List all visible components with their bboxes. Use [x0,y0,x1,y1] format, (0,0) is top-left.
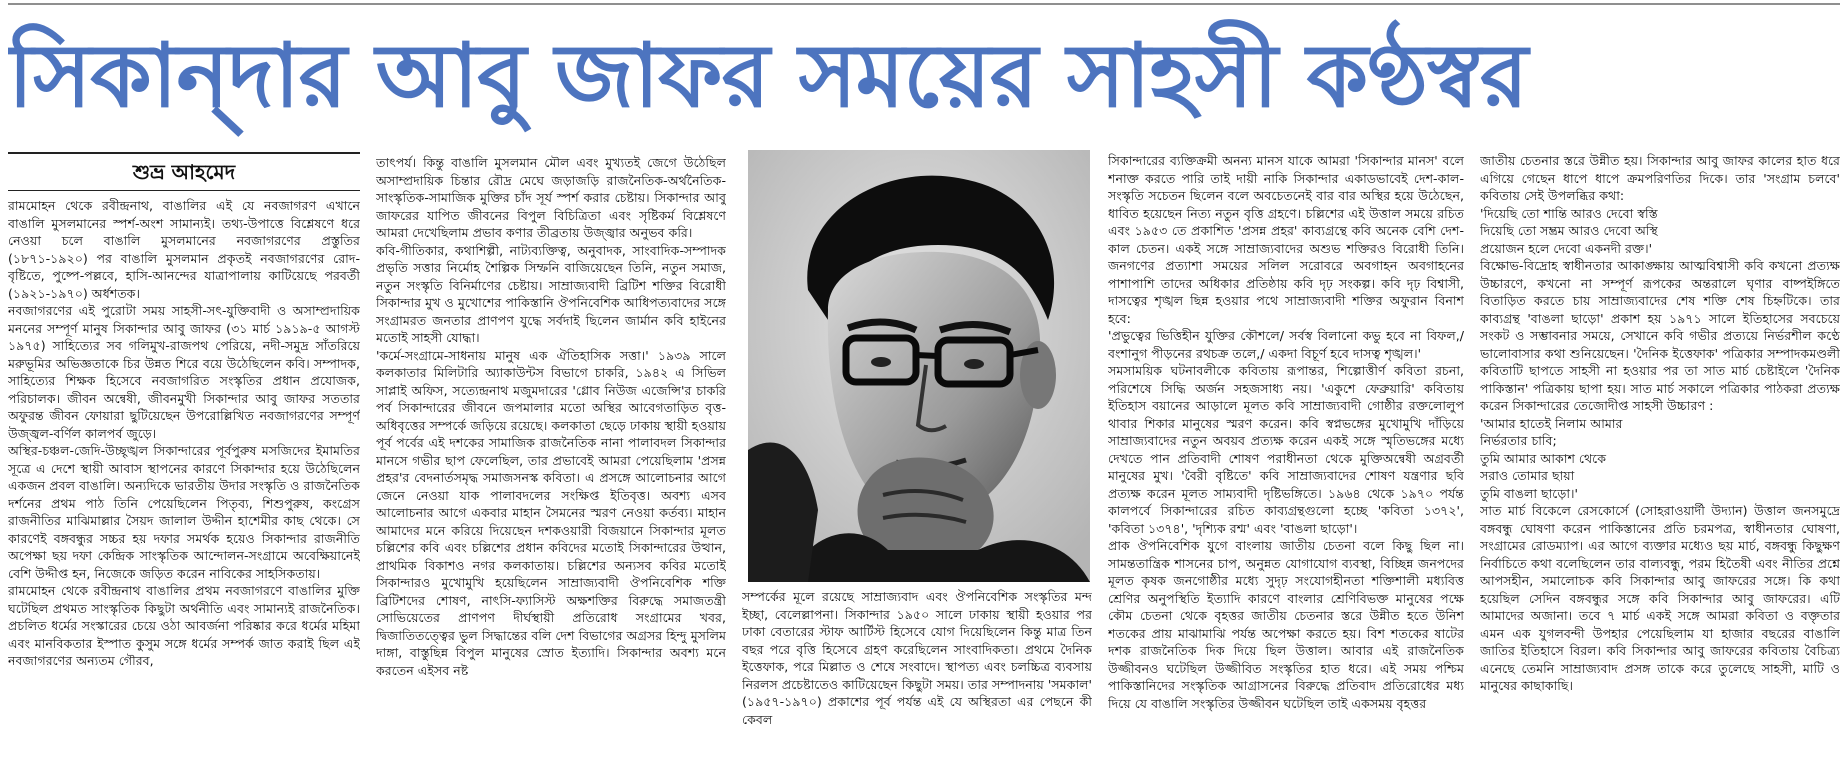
column-3 [742,588,1092,754]
column-5 [1480,152,1840,752]
paragraph: রামমোহন থেকে রবীন্দ্রনাথ বাঙালির প্রথম নবজাগরণে বাঙালির মুক্তি ঘটেছিল প্রথমত সাংস্কৃতিক কিছুটা অর্থনীতি এবং সামান্যই রাজনৈতিক। প্রচলিত ধর্মের সংস্কারের চেয়ে ওঠা আবর্জনা পরিষ্কার করে ধর্মের মহিমা এবং মানবিকতার ইস্পাত কুসুম সঙ্গে ধর্মের সম্পর্ক জাত করাই ছিল এই নবজাগরণের অন্যতম গৌরব, [8,583,360,668]
quote: 'প্রভুত্বের ভিত্তিহীন যুক্তির কৌশলে/ সর্বস্ব বিলানো কভু হবে না বিফল,/ বংশানুগ পীড়নের রথচক্র তলে,/ একদা বিচূর্ণ হবে দাসত্ব শৃঙ্খল।' [1108,328,1464,361]
paragraph: অস্থির-চঞ্চল-জেদি-উচ্ছৃঙ্খল সিকান্দারের পূর্বপুরুষ মসজিদের ইমামতির সূত্রে এ দেশে স্থায়ী আবাস স্থাপনের কারণে সিকান্দার হয়ে উঠেছিলেন একজন প্রবল বাঙালি। অন্যদিকে ভারতীয় উদার সংস্কৃতি ও রাজনৈতিক দর্শনের প্রথম পাঠ তিনি পেয়েছিলেন পিতৃব্য, শিশুপুরুষ, কংগ্রেস রাজনীতির মাঝিমাল্লার সৈয়দ জালাল উদ্দীন হাশেমীর কাছ থেকে। সে কারণেই বঙ্গবন্ধুর সচ্চর হয় দফার সমর্থক হয়েও সিকান্দার রাজনীতি অপেক্ষা ছয় দফা কেন্দ্রিক সাংস্কৃতিক আন্দোলন-সংগ্রামে অবেক্ষিয়ানেই বেশি উদ্দীপ্ত হন, নিজেকে জড়িত করেন নাবিকের সাহসিকতায়। [8,443,360,581]
column-2 [376,154,726,754]
portrait-illustration [748,150,1090,582]
poem-line: নির্ভরতার চাবি; [1480,433,1557,448]
poem-1 [1480,205,1840,258]
poem-line: 'আমার হাতেই নিলাম আমার [1480,415,1623,431]
paragraph: সিকান্দারের ব্যক্তিক্রমী অনন্য মানস যাকে আমরা 'সিকান্দার মানস' বলে শনাক্ত করতে পারি তাই দায়ী নাকি সিকান্দার একাডভাবেই দেশ-কাল-সংস্কৃতি সচেতন ছিলেন বলে অবচেতনেই বার বার অস্থির হয়ে উঠেছেন, ধাবিত হয়েছেন নিত্য নতুন বৃত্তি গ্রহণে। চল্লিশের এই উত্তাল সময়ে রচিত এবং ১৯৫৩ তে প্রকাশিত 'প্রসন্ন প্রহর' কাব্যগ্রন্থে কবি অনেক বেশি দেশ-কাল চেতন। একই সঙ্গে সাম্রাজ্যবাদের অশুভ শক্তিরও বিরোধী তিনি। জনগণের প্রত্যাশা সময়ের সলিল সরোবরে অবগাহন অবগাহনের পাশাপাশি তাদের অধিকার প্রতিষ্ঠায় কবি দৃঢ় সংকল্প। কবি দৃঢ় বিশ্বাসী, দাসত্বের শৃঙ্খল ছিন্ন হওয়ার পথে সাম্রাজ্যবাদী শক্তির অফুরান বিনাশ হবে: [1108,153,1464,326]
paragraph: সমসাময়িক ঘটনাবলীকে কবিতায় রূপান্তর, শিল্পোত্তীর্ণ কবিতা রচনা, পরিশেষে সিদ্ধি অর্জন সহজসাধ্য নয়। 'একুশে ফেব্রুয়ারি' কবিতায় ইতিহাস বয়ানের আড়ালে মূলত কবি সাম্রাজ্যবাদী গোষ্ঠীর রক্তলোলুপ থাবার শিকার মানুষের স্মরণ করেন। কবি স্বপ্নভঙ্গের মুখোমুখি দাঁড়িয়ে সাম্রাজ্যবাদের নতুন অবয়ব প্রত্যক্ষ করেন একই সঙ্গে স্মৃতিভঙ্গের মধ্যে দেখতে পান প্রতিবাদী শোষণ পরাধীনতা থেকে মুক্তিঅন্বেষী অগ্রবর্তী মানুষের মুখ। 'বৈরী বৃষ্টিতে' কবি সাম্রাজ্যবাদের শোষণ যন্ত্রণার ছবি প্রত্যক্ষ করেন মূলত সাম্যবাদী দৃষ্টিভঙ্গিতে। ১৯৬৪ থেকে ১৯৭০ পর্যন্ত কালপর্বে সিকান্দারের রচিত কাব্যগ্রন্থগুলো হচ্ছে 'কবিতা ১৩৭২', 'কবিতা ১৩৭৪', 'দৃশ্যিক রশ্ম' এবং 'বাঙলা ছাড়ো'। [1108,363,1464,536]
portrait-photo [748,150,1090,582]
poem-line: প্রয়োজন হলে দেবো একনদী রক্ত।' [1480,240,1653,256]
poem-line: তুমি বাঙলা ছাড়ো।' [1480,485,1578,501]
poem-line: 'দিয়েছি তো শান্তি আরও দেবো স্বস্তি [1480,205,1658,221]
paragraph: জাতীয় চেতনার স্তরে উন্নীত হয়। সিকান্দার আবু জাফর কালের হাত ধরে এগিয়ে গেছেন ধাপে ধাপে ক্রমপরিণতির দিকে। তার 'সংগ্রাম চলবে' কবিতায় সেই উপলব্ধির কথা: [1480,153,1840,203]
paragraph: প্রাক ঔপনিবেশিক যুগে বাংলায় জাতীয় চেতনা বলে কিছু ছিল না। সামন্ততান্ত্রিক শাসনের চাপ, অনুন্নত যোগাযোগ ব্যবস্থা, বিচ্ছিন্ন জনপদের মূলত কৃষক জনগোষ্ঠীর মধ্যে সুদৃঢ় সংযোগহীনতা শক্তিশালী মধ্যবিত্ত শ্রেণির অনুপস্থিতি ইত্যাদি কারণে বাংলার শ্রেণিবিভক্ত মানুষের পক্ষে কৌম চেতনা থেকে বৃহত্তর জাতীয় চেতনার স্তরে উন্নীত হতে উনিশ শতকের প্রায় মাঝামাঝি পর্যন্ত অপেক্ষা করতে হয়। বিশ শতকের ষাটের দশক রাজনৈতিক দিক দিয়ে ছিল উত্তাল। আবার এই রাজনৈতিক উজ্জীবনও ঘটেছিল উজ্জীবিত সংস্কৃতির হাত ধরে। এই সময় পশ্চিম পাকিস্তানিদের সংস্কৃতিক আগ্রাসনের বিরুদ্ধে প্রতিবাদ প্রতিরোধের মধ্য দিয়ে যে বাঙালি সংস্কৃতির উজ্জীবন ঘটেছিল তাই একসময় বৃহত্তর [1108,538,1464,711]
paragraph: রামমোহন থেকে রবীন্দ্রনাথ, বাঙালির এই যে নবজাগরণ এখানে বাঙালি মুসলমানের স্পর্শ-অংশ সামান্যই। তথ্য-উপাত্তে বিশ্লেষণে ধরে নেওয়া চলে বাঙালি মুসলমানের নবজাগরণের প্রস্তুতির (১৮৭১-১৯২০) পর বাঙালি মুসলমান প্রকৃতই নবজাগরণের রোদ-বৃষ্টিতে, পুষ্পে-পল্লবে, হাসি-আনন্দের যাত্রাপালায় কাটিয়েছে পরবর্তী (১৯২১-১৯৭০) অর্ধশতক। [8,198,360,301]
poem-line: তুমি আমার আকাশ থেকে [1480,450,1607,466]
paragraph: 'কর্মে-সংগ্রামে-সাধনায় মানুষ এক ঐতিহাসিক সত্তা।' ১৯৩৯ সালে কলকাতার মিলিটারি অ্যাকাউন্টস বিভাগে চাকরি, ১৯৪২ এ সিভিল সাপ্লাই অফিস, সত্যেন্দ্রনাথ মজুমদারের 'গ্লোব নিউজ এজেন্সি'র চাকরি পর্ব সিকান্দারের জীবনে জপমালার মতো অস্থির আবেগতাড়িত বৃত্ত-অধিবৃত্তের সম্পর্কে জড়িয়ে রয়েছে। কলকাতা ছেড়ে ঢাকায় স্থায়ী হওয়ায় পূর্ব পর্বের এই দশকের সামাজিক রাজনৈতিক নানা পালাবদল সিকান্দার মানসে গভীর ছাপ ফেলেছিল, তার প্রভাবেই আমরা পেয়েছিলাম 'প্রসন্ন প্রহর'র বেদনার্তসমৃদ্ধ সমাজসনস্ক কবিতা। এ প্রসঙ্গে আলোচনার আগে জেনে নেওয়া যাক পালাবদলের সংক্ষিপ্ত ইতিবৃত্ত। অবশ্য এসব আলোচনার আগে একবার মাহান সৈমনের স্মরণ নেওয়া কর্তব্য। মাহান আমাদের মনে করিয়ে দিয়েছেন দশকওয়ারী বিজয়ানে সিকান্দার মূলত চল্লিশের কবি এবং চল্লিশের প্রধান কবিদের মতোই সিকান্দারের উত্থান, প্রাথমিক বিকাশও নগর কলকাতায়। চল্লিশের অন্যসব কবির মতোই সিকান্দারও মুখোমুখি হয়েছিলেন সাম্রাজ্যবাদী ঔপনিবেশিক শক্তি ব্রিটিশদের শোষণ, নাৎসি-ফ্যাসিস্ট অক্ষশক্তির বিরুদ্ধে সমাজতন্ত্রী সোভিয়েতের প্রাণপণ দীর্ঘস্থায়ী প্রতিরোধ সংগ্রামের খবর, দ্বিজাতিতত্ত্বের ভুল সিদ্ধান্তের বলি দেশ বিভাগের অগ্রসর হিন্দু মুসলিম দাঙ্গা, বাস্তুছিন্ন বিপুল মানুষের স্রোত ইত্যাদি। সিকান্দার অবশ্য মনে করতেন এইসব নষ্ট [376,347,726,678]
paragraph: সম্পর্কের মূলে রয়েছে সাম্রাজ্যবাদ এবং ঔপনিবেশিক সংস্কৃতির মন্দ ইচ্ছা, বেলেল্লাপনা। সিকান্দার ১৯৫০ সালে ঢাকায় স্থায়ী হওয়ার পর ঢাকা বেতারের স্টাফ আর্টিস্ট হিসেবে যোগ দিয়েছিলেন কিন্তু মাত্র তিন বছর পরে বৃত্তি হিসেবে গ্রহণ করেছিলেন সাংবাদিকতা। প্রথমে দৈনিক ইত্তেফাক, পরে মিল্লাত ও শেষে সংবাদে। স্থাপত্য এবং চলচ্চিত্র ব্যবসায় নিরলস প্রচেষ্টাতেও কাটিয়েছেন কিছুটা সময়। তার সম্পাদনায় 'সমকাল' (১৯৫৭-১৯৭০) প্রকাশের পূর্ব পর্যন্ত এই যে অস্থিরতা এর পেছনে কী কেবল [742,589,1092,727]
byline-rule [8,152,360,154]
column-1 [8,152,360,752]
headline: সিকান্‌দার আবু জাফর সময়ের সাহসী কণ্ঠস্বর [8,24,1528,127]
top-rule [8,3,1840,5]
column-4 [1108,152,1464,752]
paragraph: কবি-গীতিকার, কথাশিল্পী, নাট্যব্যক্তিত্ব, অনুবাদক, সাংবাদিক-সম্পাদক প্রভৃতি সত্তার নির্মোহ শৈল্পিক সিম্ফনি বাজিয়েছেন তিনি, নতুন সমাজ, নতুন সংস্কৃতি বিনির্মাণের চেষ্টায়। সাম্রাজ্যবাদী ব্রিটিশ শক্তির বিরোধী সিকান্দার মুখ ও মুখোশের পাকিস্তানি ঔপনিবেশিক আধিপত্যবাদের সঙ্গে সংগ্রামরত জনতার প্রাণপণ যুদ্ধে সর্বদাই ছিলেন জার্মান কবি হাইনের মতোই সাহসী যোদ্ধা। [376,242,726,345]
poem-2 [1480,415,1840,503]
paragraph: তাৎপর্য। কিন্তু বাঙালি মুসলমান মৌল এবং মুখ্যতই জেগে উঠেছিল অসাম্প্রদায়িক চিন্তার রৌদ্র মেঘে জড়াজড়ি রাজনৈতিক-অর্থনৈতিক-সাংস্কৃতিক-সামাজিক মুক্তির চাঁদ সূর্য স্পর্শ করার চেষ্টায়। সিকান্দার আবু জাফরের যাপিত জীবনের বিপুল বিচিত্রিতা এবং সৃষ্টিকর্ম বিশ্লেষণে আমরা দেখেছিলাম প্রভাব কণার তীব্রতায় উজ্জ্বার অনুভব করি। [376,155,726,240]
paragraph: বিক্ষোভ-বিদ্রোহ স্বাধীনতার আকাঙ্ক্ষায় আত্মবিশ্বাসী কবি কখনো প্রত্যক্ষ উচ্চারণে, কখনো না সম্পূর্ণ রূপকের অন্তরালে ঘৃণার বাষ্পইঙ্গিতে বিতাড়িত করতে চায় সাম্রাজ্যবাদের শেষ শক্তি শেষ চিহ্নটিকে। তার কাব্যগ্রন্থ 'বাঙলা ছাড়ো' প্রকাশ হয় ১৯৭১ সালে ইতিহাসের সবচেয়ে সংকট ও সম্ভাবনার সময়ে, সেখানে কবি গভীর প্রত্যয়ে নির্ভরশীল কণ্ঠে ভালোবাসার কথা শুনিয়েছেন। 'দৈনিক ইত্তেফাক' পত্রিকার সম্পাদকমণ্ডলী কবিতাটি ছাপতে সাহসী না হওয়ার পর তা সাত মার্চ চেষ্টাইলে 'দৈনিক পাকিস্তান' পত্রিকায় ছাপা হয়। সাত মার্চ সকালে পত্রিকার পাঠকরা প্রত্যক্ষ করেন সিকান্দারের তেজোদীপ্ত সাহসী উচ্চারণ : [1480,258,1840,413]
paragraph: নবজাগরণের এই পুরোটা সময় সাহসী-সৎ-যুক্তিবাদী ও অসাম্প্রদায়িক মননের সম্পূর্ণ মানুষ সিকান্দার আবু জাফর (৩১ মার্চ ১৯১৯-৫ আগস্ট ১৯৭৫) সাহিত্যের সব গলিমুখ-রাজপথ পেরিয়ে, নদী-সমুদ্র সাঁতরিয়ে মরুভূমির অভিজ্ঞতাকে চির উন্নত শিরে বয়ে উঠেছিলেন কবি। সম্পাদক, সাহিত্যের শিক্ষক হিসেবে নবজাগরিত সংস্কৃতির প্রধান প্রযোজক, পরিচালক। জীবন অন্বেষী, জীবনমুখী সিকান্দার আবু জাফর সততার অফুরন্ত জীবন ফোয়ারা ছুটিয়েছেন উপরোল্লিখিত নবজাগরণের সম্পূর্ণ উজ্জ্বল-বর্ণিল কালপর্ব জুড়ে। [8,303,360,441]
byline: শুভ্র আহমেদ [8,158,360,191]
paragraph: সাত মার্চ বিকেলে রেসকোর্সে (সোহরাওয়ার্দী উদ্যান) উত্তাল জনসমুদ্রে বঙ্গবন্ধু ঘোষণা করেন পাকিস্তানের প্রতি চরমপত্র, স্বাধীনতার ঘোষণা, সংগ্রামের রোডম্যাপ। এর আগে ব্যক্তার মধ্যেও ছয় মার্চ, বঙ্গবন্ধু কিছুক্ষণ নির্বাচিতে কথা বলেছিলেন তার বাল্যবন্ধু, পরম হিতৈষী এবং নীতির প্রশ্নে আপসহীন, সমালোচক কবি সিকান্দার আবু জাফরের সঙ্গে। কি কথা হয়েছিল সেদিন বঙ্গবন্ধুর সঙ্গে কবি সিকান্দার আবু জাফরের। এটি আমাদের অজানা। তবে ৭ মার্চ একই সঙ্গে আমরা কবিতা ও বক্তৃতার এমন এক যুগলবন্দী উপহার পেয়েছিলাম যা হাজার বছরের বাঙালি জাতির ইতিহাসে বিরল। কবি সিকান্দার আবু জাফরের কবিতায় বৈচিত্র্য এনেছে তেমনি সাম্রাজ্যবাদ প্রসঙ্গ তাকে করে তুলেছে সাহসী, মাটি ও মানুষের কাছাকাছি। [1480,503,1840,693]
poem-line: সরাও তোমার ছায়া [1480,468,1575,483]
poem-line: দিয়েছি তো সম্ভ্রম আরও দেবো অস্থি [1480,223,1658,238]
